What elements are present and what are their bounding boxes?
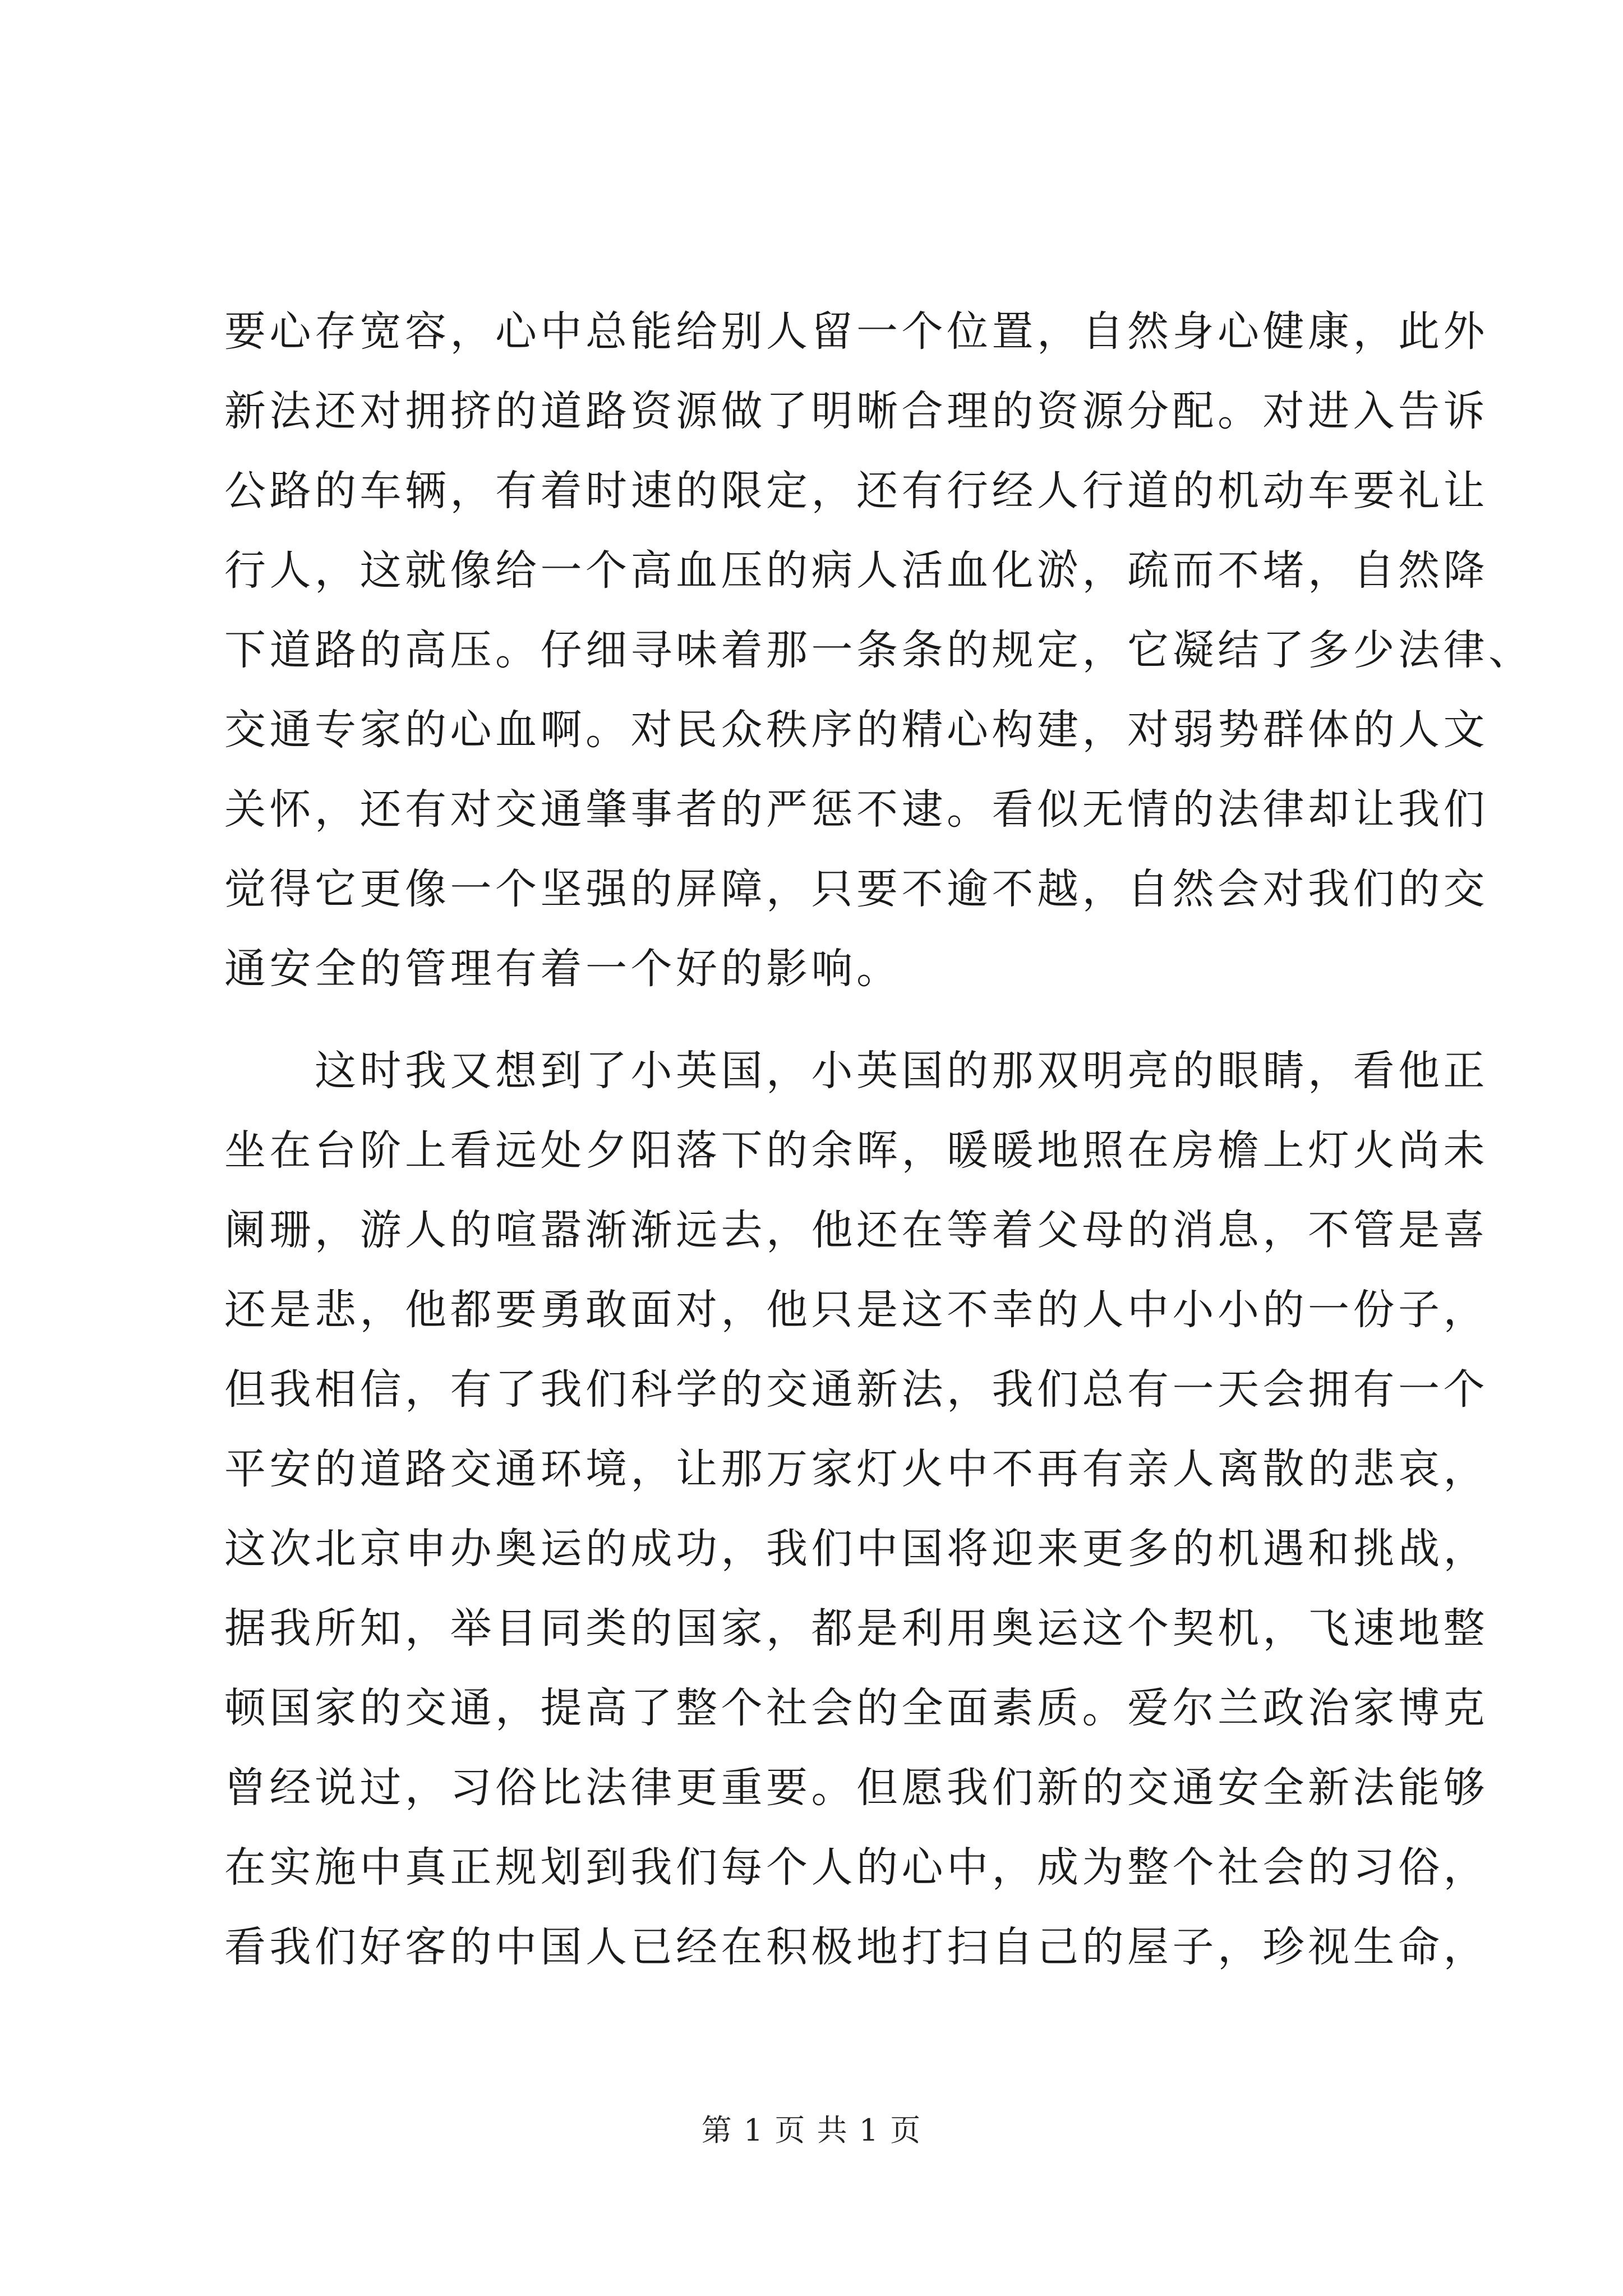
document-body [224,292,1534,1987]
text-line: 曾经说过，习俗比法律更重要。但愿我们新的交通安全新法能够 [224,1764,1488,1812]
text-line: 行人，这就像给一个高血压的病人活血化淤，疏而不堵，自然降 [224,546,1488,595]
text-line: 平安的道路交通环境，让那万家灯火中不再有亲人离散的悲哀， [224,1445,1488,1493]
text-line: 交通专家的心血啊。对民众秩序的精心构建，对弱势群体的人文 [224,706,1488,754]
text-line: 这时我又想到了小英国，小英国的那双明亮的眼睛，看他正 [224,1047,1488,1095]
text-line: 新法还对拥挤的道路资源做了明晰合理的资源分配。对进入告诉 [224,387,1488,435]
text-line: 公路的车辆，有着时速的限定，还有行经人行道的机动车要礼让 [224,467,1488,515]
text-line: 这次北京申办奥运的成功，我们中国将迎来更多的机遇和挑战， [224,1525,1488,1573]
text-line: 通安全的管理有着一个好的影响。 [224,945,902,993]
text-line: 但我相信，有了我们科学的交通新法，我们总有一天会拥有一个 [224,1365,1488,1414]
paragraph-spacing [224,1009,1424,1031]
page-footer [0,2106,1623,2150]
text-line: 坐在台阶上看远处夕阳落下的余晖，暖暖地照在房檐上灯火尚未 [224,1126,1488,1175]
text-line: 要心存宽容，心中总能给别人留一个位置，自然身心健康，此外 [224,307,1488,356]
text-line: 还是悲，他都要勇敢面对，他只是这不幸的人中小小的一份子， [224,1286,1488,1334]
text-line: 在实施中真正规划到我们每个人的心中，成为整个社会的习俗， [224,1843,1488,1892]
text-line: 据我所知，举目同类的国家，都是利用奥运这个契机，飞速地整 [224,1604,1488,1653]
page-number-label: 第 1 页 共 1 页 [701,2113,922,2148]
paragraph-2 [224,1031,1488,1987]
text-line: 阑珊，游人的喧嚣渐渐远去，他还在等着父母的消息，不管是喜 [224,1206,1488,1254]
text-line: 关怀，还有对交通肇事者的严惩不逮。看似无情的法律却让我们 [224,785,1488,834]
text-line: 觉得它更像一个坚强的屏障，只要不逾不越，自然会对我们的交 [224,865,1488,913]
text-line: 下道路的高压。仔细寻味着那一条条的规定，它凝结了多少法律、 [224,626,1534,674]
paragraph-1 [224,292,1534,1009]
text-line: 看我们好客的中国人已经在积极地打扫自己的屋子，珍视生命， [224,1923,1488,1971]
text-line: 顿国家的交通，提高了整个社会的全面素质。爱尔兰政治家博克 [224,1684,1488,1732]
